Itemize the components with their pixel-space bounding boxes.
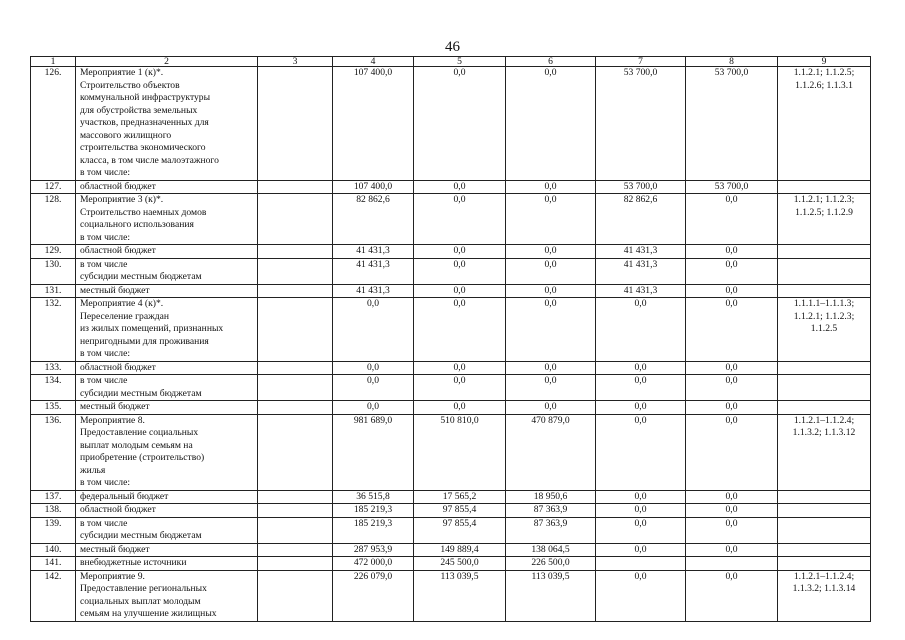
column-header-7: 7 (596, 57, 686, 67)
col6-value: 0,0 (506, 67, 596, 181)
target-indicator-refs: 1.1.2.1–1.1.2.4; 1.1.3.2; 1.1.3.14 (778, 570, 871, 621)
row-name: Мероприятие 8. Предоставление социальных выплат молодым семьям на приобретение (строительство) жилья в том числе: (76, 414, 258, 490)
table-row (31, 543, 871, 557)
target-indicator-refs (778, 401, 871, 415)
col5-value: 510 810,0 (414, 414, 506, 490)
row-name: федеральный бюджет (76, 490, 258, 504)
col6-value: 0,0 (506, 401, 596, 415)
col7-value: 0,0 (596, 517, 686, 543)
col8-value: 0,0 (686, 298, 778, 362)
col6-value: 0,0 (506, 298, 596, 362)
col5-value: 0,0 (414, 284, 506, 298)
col8-value: 0,0 (686, 414, 778, 490)
target-indicator-refs: 1.1.1.1–1.1.1.3; 1.1.2.1; 1.1.2.3; 1.1.2.5 (778, 298, 871, 362)
target-indicator-refs (778, 284, 871, 298)
col4-value: 41 431,3 (333, 245, 414, 259)
col4-value: 107 400,0 (333, 67, 414, 181)
col5-value: 245 500,0 (414, 557, 506, 571)
col6-value: 0,0 (506, 375, 596, 401)
row-name: Мероприятие 4 (к)*. Переселение граждан из жилых помещений, признанных непригодными для проживания в том числе: (76, 298, 258, 362)
col5-value: 0,0 (414, 245, 506, 259)
column-header-6: 6 (506, 57, 596, 67)
col6-value: 0,0 (506, 194, 596, 245)
col8-value: 53 700,0 (686, 67, 778, 181)
col7-value: 0,0 (596, 570, 686, 621)
col8-value: 0,0 (686, 245, 778, 259)
col4-value: 0,0 (333, 401, 414, 415)
col6-value: 0,0 (506, 180, 596, 194)
col6-value: 18 950,6 (506, 490, 596, 504)
col8-value: 0,0 (686, 361, 778, 375)
col5-value: 0,0 (414, 180, 506, 194)
col8-value (686, 557, 778, 571)
col5-value: 97 855,4 (414, 504, 506, 518)
row-number: 142. (31, 570, 76, 621)
row-number: 138. (31, 504, 76, 518)
target-indicator-refs (778, 557, 871, 571)
col6-value: 0,0 (506, 245, 596, 259)
col4-value: 472 000,0 (333, 557, 414, 571)
col4-value: 0,0 (333, 361, 414, 375)
row-number: 126. (31, 67, 76, 181)
col7-value: 0,0 (596, 375, 686, 401)
row-number: 133. (31, 361, 76, 375)
col7-value: 53 700,0 (596, 180, 686, 194)
column-header-3: 3 (258, 57, 333, 67)
col3-cell (258, 180, 333, 194)
col4-value: 981 689,0 (333, 414, 414, 490)
col6-value: 87 363,9 (506, 517, 596, 543)
table-row (31, 258, 871, 284)
table-row (31, 375, 871, 401)
col7-value: 0,0 (596, 504, 686, 518)
col5-value: 0,0 (414, 375, 506, 401)
table-row (31, 284, 871, 298)
col3-cell (258, 490, 333, 504)
column-header-5: 5 (414, 57, 506, 67)
col3-cell (258, 361, 333, 375)
row-name: в том числе субсидии местным бюджетам (76, 258, 258, 284)
col6-value: 87 363,9 (506, 504, 596, 518)
col4-value: 185 219,3 (333, 517, 414, 543)
row-number: 134. (31, 375, 76, 401)
target-indicator-refs (778, 258, 871, 284)
row-number: 132. (31, 298, 76, 362)
table-row (31, 180, 871, 194)
col8-value: 0,0 (686, 517, 778, 543)
row-number: 129. (31, 245, 76, 259)
column-header-1: 1 (31, 57, 76, 67)
target-indicator-refs (778, 361, 871, 375)
row-name: местный бюджет (76, 284, 258, 298)
col5-value: 0,0 (414, 361, 506, 375)
col6-value: 0,0 (506, 284, 596, 298)
row-name: областной бюджет (76, 245, 258, 259)
col8-value: 0,0 (686, 490, 778, 504)
row-number: 135. (31, 401, 76, 415)
target-indicator-refs (778, 375, 871, 401)
target-indicator-refs (778, 245, 871, 259)
col7-value: 0,0 (596, 361, 686, 375)
col3-cell (258, 258, 333, 284)
col4-value: 82 862,6 (333, 194, 414, 245)
row-name: Мероприятие 9. Предоставление региональных социальных выплат молодым семьям на улучшение жилищных (76, 570, 258, 621)
row-name: в том числе субсидии местным бюджетам (76, 517, 258, 543)
col5-value: 113 039,5 (414, 570, 506, 621)
row-name: Мероприятие 1 (к)*. Строительство объектов коммунальной инфраструктуры для обустройства земельных участков, предназначенных для массового жилищного строительства экономического класса, в том числе малоэтажного в том числе: (76, 67, 258, 181)
col7-value (596, 557, 686, 571)
col4-value: 226 079,0 (333, 570, 414, 621)
table-row (31, 401, 871, 415)
row-number: 131. (31, 284, 76, 298)
col3-cell (258, 284, 333, 298)
row-name: областной бюджет (76, 180, 258, 194)
col4-value: 107 400,0 (333, 180, 414, 194)
table-body (31, 67, 871, 622)
target-indicator-refs: 1.1.2.1; 1.1.2.3; 1.1.2.5; 1.1.2.9 (778, 194, 871, 245)
col4-value: 0,0 (333, 298, 414, 362)
col3-cell (258, 194, 333, 245)
col8-value: 53 700,0 (686, 180, 778, 194)
table-row (31, 298, 871, 362)
row-name: местный бюджет (76, 543, 258, 557)
column-header-9: 9 (778, 57, 871, 67)
col4-value: 36 515,8 (333, 490, 414, 504)
col8-value: 0,0 (686, 570, 778, 621)
col4-value: 41 431,3 (333, 284, 414, 298)
table-row (31, 504, 871, 518)
column-header-4: 4 (333, 57, 414, 67)
target-indicator-refs (778, 490, 871, 504)
target-indicator-refs (778, 517, 871, 543)
col3-cell (258, 570, 333, 621)
row-number: 139. (31, 517, 76, 543)
col3-cell (258, 504, 333, 518)
col7-value: 0,0 (596, 490, 686, 504)
col6-value: 0,0 (506, 361, 596, 375)
col4-value: 185 219,3 (333, 504, 414, 518)
col8-value: 0,0 (686, 258, 778, 284)
row-number: 128. (31, 194, 76, 245)
target-indicator-refs (778, 180, 871, 194)
table-row (31, 361, 871, 375)
col7-value: 41 431,3 (596, 284, 686, 298)
column-header-2: 2 (76, 57, 258, 67)
table-row (31, 517, 871, 543)
col7-value: 0,0 (596, 543, 686, 557)
col6-value: 113 039,5 (506, 570, 596, 621)
col4-value: 0,0 (333, 375, 414, 401)
col3-cell (258, 245, 333, 259)
target-indicator-refs: 1.1.2.1–1.1.2.4; 1.1.3.2; 1.1.3.12 (778, 414, 871, 490)
col7-value: 0,0 (596, 414, 686, 490)
col5-value: 0,0 (414, 67, 506, 181)
col4-value: 287 953,9 (333, 543, 414, 557)
table-row (31, 490, 871, 504)
table-row (31, 570, 871, 621)
col3-cell (258, 401, 333, 415)
header-row (31, 57, 871, 67)
table-row (31, 245, 871, 259)
col3-cell (258, 543, 333, 557)
col8-value: 0,0 (686, 194, 778, 245)
col6-value: 138 064,5 (506, 543, 596, 557)
col4-value: 41 431,3 (333, 258, 414, 284)
col5-value: 0,0 (414, 194, 506, 245)
row-number: 137. (31, 490, 76, 504)
row-number: 130. (31, 258, 76, 284)
program-activities-table (30, 56, 871, 622)
row-name: областной бюджет (76, 361, 258, 375)
col3-cell (258, 557, 333, 571)
col3-cell (258, 517, 333, 543)
col3-cell (258, 67, 333, 181)
col7-value: 0,0 (596, 401, 686, 415)
row-number: 141. (31, 557, 76, 571)
table-row (31, 67, 871, 181)
col7-value: 0,0 (596, 298, 686, 362)
col8-value: 0,0 (686, 401, 778, 415)
col7-value: 82 862,6 (596, 194, 686, 245)
target-indicator-refs (778, 504, 871, 518)
row-number: 140. (31, 543, 76, 557)
row-name: в том числе субсидии местным бюджетам (76, 375, 258, 401)
col5-value: 0,0 (414, 298, 506, 362)
row-name: местный бюджет (76, 401, 258, 415)
col7-value: 41 431,3 (596, 258, 686, 284)
col8-value: 0,0 (686, 375, 778, 401)
table-row (31, 194, 871, 245)
row-number: 136. (31, 414, 76, 490)
col7-value: 41 431,3 (596, 245, 686, 259)
row-name: Мероприятие 3 (к)*. Строительство наемных домов социального использования в том числе: (76, 194, 258, 245)
col5-value: 0,0 (414, 401, 506, 415)
table-row (31, 557, 871, 571)
column-header-8: 8 (686, 57, 778, 67)
col6-value: 0,0 (506, 258, 596, 284)
col6-value: 470 879,0 (506, 414, 596, 490)
col8-value: 0,0 (686, 284, 778, 298)
row-name: областной бюджет (76, 504, 258, 518)
col5-value: 149 889,4 (414, 543, 506, 557)
table-header (31, 57, 871, 67)
col5-value: 0,0 (414, 258, 506, 284)
col3-cell (258, 298, 333, 362)
table-row (31, 414, 871, 490)
target-indicator-refs (778, 543, 871, 557)
col3-cell (258, 414, 333, 490)
col6-value: 226 500,0 (506, 557, 596, 571)
target-indicator-refs: 1.1.2.1; 1.1.2.5; 1.1.2.6; 1.1.3.1 (778, 67, 871, 181)
page-number: 46 (445, 39, 460, 55)
row-name: внебюджетные источники (76, 557, 258, 571)
col3-cell (258, 375, 333, 401)
row-number: 127. (31, 180, 76, 194)
col8-value: 0,0 (686, 504, 778, 518)
col5-value: 97 855,4 (414, 517, 506, 543)
col7-value: 53 700,0 (596, 67, 686, 181)
col8-value: 0,0 (686, 543, 778, 557)
col5-value: 17 565,2 (414, 490, 506, 504)
